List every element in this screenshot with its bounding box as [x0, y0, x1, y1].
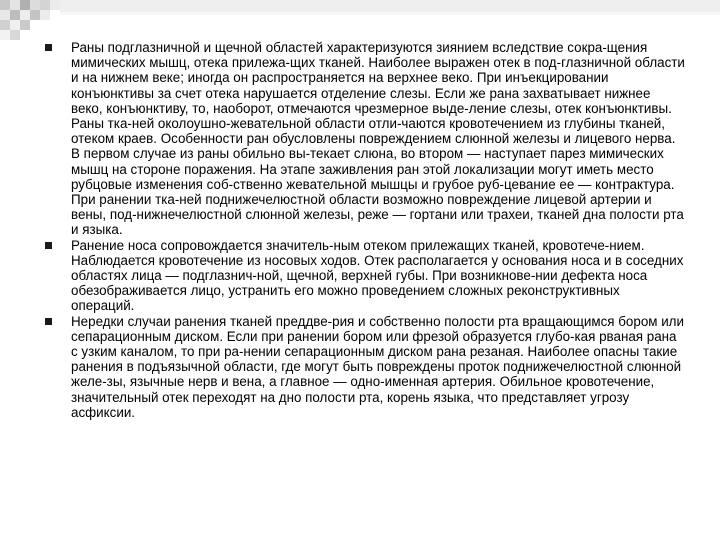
- square-bullet-icon: [45, 44, 52, 51]
- list-item: [40, 238, 685, 314]
- square-bullet-icon: [45, 318, 52, 325]
- list-item: [40, 40, 685, 238]
- list-item-text: Нередки случаи ранения тканей преддве-рия и собственно полости рта вращающимся бором или сепарационным диском. Если при ранении бором или фрезой образуется глубо-кая рваная рана с узким каналом, то при ра-нении сепарационным диском рана резаная. Наиболее опасны такие ранения в подъязычной области, где могут быть повреждены проток поднижечелюстной слюнной желе-зы, язычные нерв и вена, а главное — одно-именная артерия. Обильное кровотечение, значительный отек переходят на дно полости рта, корень языка, что представляет угрозу асфиксии.: [71, 313, 684, 420]
- list-item-text: Ранение носа сопровождается значитель-ным отеком прилежащих тканей, кровотече-нием. Наблюдается кровотечение из носовых ходов. Отек располагается у основания носа и в соседних областях лица — подглазнич-ной, щечной, верхней губы. При возникнове-нии дефекта носа обезображивается лицо, устранить его можно проведением сложных реконструктивных операций.: [71, 237, 684, 314]
- list-item-text: Раны подглазничной и щечной областей характеризуются зиянием вследствие сокра-щения мимических мышц, отека прилежа-щих тканей. Наиболее выражен отек в под-глазничной области и на нижнем веке; иногда он распространяется на верхнее веко. При инъекцировании конъюнктивы за счет отека нарушается отделение слезы. Если же рана захватывает нижнее веко, конъюнктиву, то, наоборот, отмечаются чрезмерное выде-ление слезы, отек конъюнктивы. Раны тка-ней околоушно-жевательной области отли-чаются кровотечением из глубины тканей, отеком краев. Особенности ран обусловлены повреждением слюнной железы и лицевого нерва. В первом случае из раны обильно вы-текает слюна, во втором — наступает парез мимических мышц на стороне поражения. На этапе заживления ран этой локализации могут иметь место рубцовые изменения соб-ственно жевательной мышцы и грубое руб-цевание ее — контрактура. При ранении тка-ней поднижечелюстной области возможно повреждение лицевой артерии и вены, под-нижнечелюстной слюнной железы, реже — гортани или трахеи, тканей дна полости рта и языка.: [71, 40, 685, 238]
- bullet-list: [40, 40, 685, 420]
- decorative-squares-pattern: [0, 0, 720, 40]
- square-bullet-icon: [45, 242, 52, 249]
- list-item: [40, 314, 685, 420]
